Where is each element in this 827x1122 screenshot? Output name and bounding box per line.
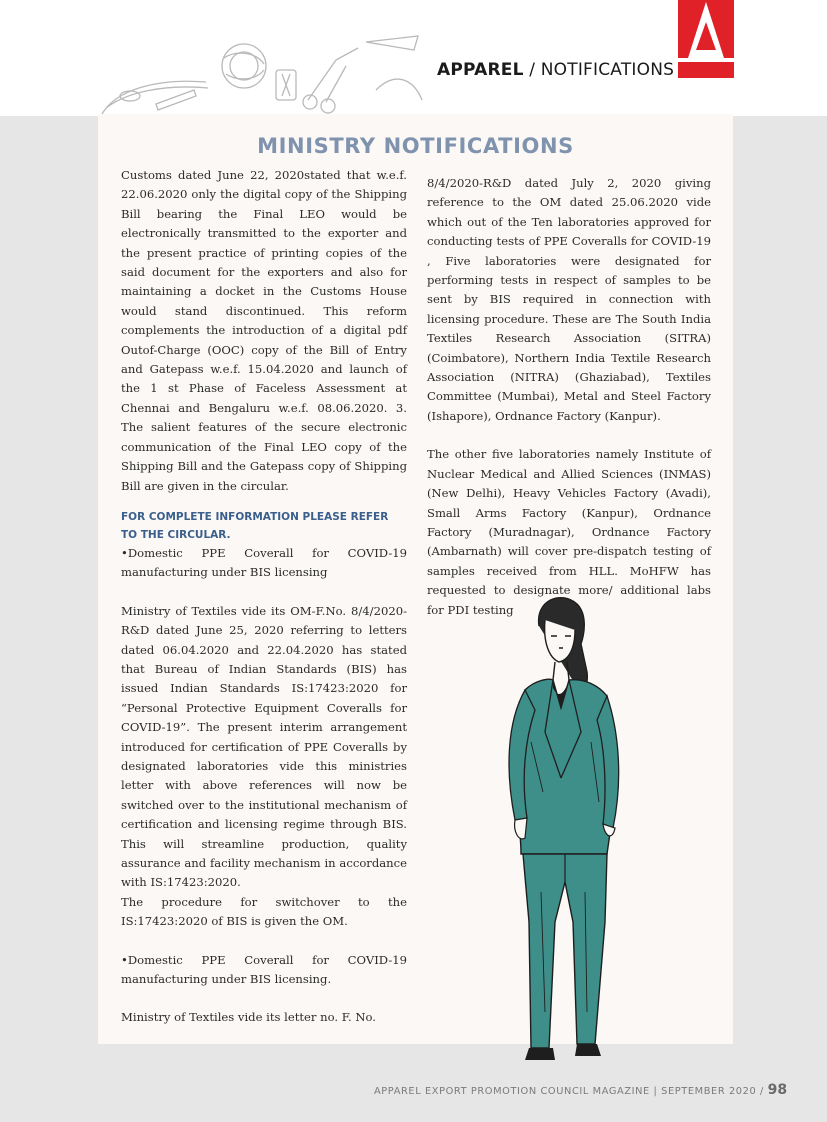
aepc-logo-icon xyxy=(678,0,734,78)
footer-sep: / xyxy=(756,1086,768,1097)
right-paragraph-2: The other five laboratories namely Institute of Nuclear Medical and Allied Sciences (INMAS) (New Delhi), Heavy Vehicles Factory (Avadi), Small Arms Factory (Kanpur), Ordnance Factory (Muradnagar), Ordnance Factory (Ambarnath) will cover pre-dispatch testing of samples received from HLL. MoHFW has requested to designate more/ additional labs for PDI testing xyxy=(427,447,711,617)
page-number: 98 xyxy=(767,1082,788,1098)
bullet-item-2: •Domestic PPE Coverall for COVID-19 manufacturing under BIS licensing. xyxy=(121,952,407,987)
section-header-sep: / xyxy=(523,60,541,80)
page-title: MINISTRY NOTIFICATIONS xyxy=(257,134,574,158)
left-paragraph-1: Customs dated June 22, 2020stated that w.e.f. 22.06.2020 only the digital copy of the Shipping Bill bearing the Final LEO would be electronically transmitted to the exporter and the present practice of printing copies of the said document for the exporters and also for maintaining a docket in the Customs House would stand discontinued. This reform complements the introduction of a digital pdf Outof-Charge (OOC) copy of the Bill of Entry and Gatepass w.e.f. 15.04.2020 and launch of the 1 st Phase of Faceless Assessment at Chennai and Bengaluru w.e.f. 08.06.2020. 3. The salient features of the secure electronic communication of the Final LEO copy of the Shipping Bill and the Gatepass copy of Shipping Bill are given in the circular. xyxy=(121,168,407,493)
sewing-tools-sketch xyxy=(96,30,426,120)
left-paragraph-2: Ministry of Textiles vide its OM-F.No. 8/4/2020-R&D dated June 25, 2020 referring to letters dated 06.04.2020 and 22.04.2020 has stated that Bureau of Indian Standards (BIS) has issued Indian Standards IS:17423:2020 for “Personal Protective Equipment Coveralls for COVID-19”. The present interim arrangement introduced for certification of PPE Coveralls by designated laboratories vide this ministries letter with above references will now be switched over to the institutional mechanism of certification and licensing regime through BIS. This will streamline production, quality assurance and facility mechanism in accordance with IS:17423:2020. xyxy=(121,603,407,890)
left-column xyxy=(121,166,407,1028)
publication-name: APPAREL EXPORT PROMOTION COUNCIL MAGAZINE | SEPTEMBER 2020 xyxy=(374,1086,757,1097)
section-header-bold: APPAREL xyxy=(437,60,524,80)
fashion-model-illustration xyxy=(495,592,735,1062)
section-header xyxy=(437,60,674,80)
bullet-item-1: •Domestic PPE Coverall for COVID-19 manufacturing under BIS licensing xyxy=(121,545,407,580)
left-paragraph-4: Ministry of Textiles vide its letter no. F. No. xyxy=(121,1010,376,1025)
right-paragraph-1: 8/4/2020-R&D dated July 2, 2020 giving reference to the OM dated 25.06.2020 vide which out of the Ten laboratories approved for conducting tests of PPE Coveralls for COVID-19 , Five laboratories were designated for performing tests in respect of samples to be sent by BIS required in connection with licensing procedure. These are The South India Textiles Research Association (SITRA) (Coimbatore), Northern India Textile Research Association (NITRA) (Ghaziabad), Textiles Committee (Mumbai), Metal and Steel Factory (Ishapore), Ordnance Factory (Kanpur). xyxy=(427,176,711,423)
left-paragraph-3: The procedure for switchover to the IS:17423:2020 of BIS is given the OM. xyxy=(121,894,407,929)
page-footer xyxy=(374,1082,787,1098)
right-column xyxy=(427,174,711,620)
circular-callout: FOR COMPLETE INFORMATION PLEASE REFER TO THE CIRCULAR. xyxy=(121,510,389,541)
section-header-light: NOTIFICATIONS xyxy=(540,60,675,80)
